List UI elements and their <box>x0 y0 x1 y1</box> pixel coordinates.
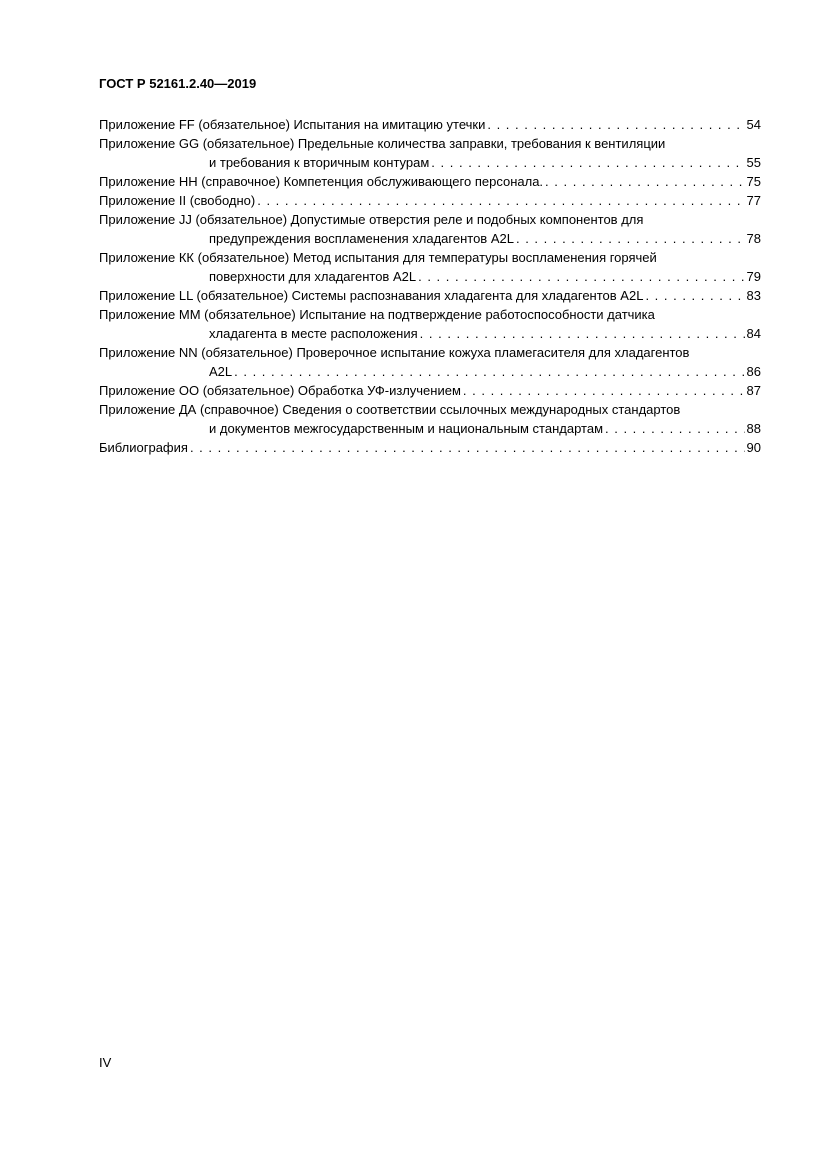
toc-entry-page: 87 <box>746 383 761 398</box>
toc-entry-page: 75 <box>746 174 761 189</box>
toc-entry-title: Приложение JJ (обязательное) Допустимые отверстия реле и подобных компонентов для <box>99 212 644 227</box>
dot-leader <box>418 267 744 286</box>
toc-entry-title: Приложение КК (обязательное) Метод испытания для температуры воспламенения горячей <box>99 250 657 265</box>
document-header: ГОСТ Р 52161.2.40—2019 <box>99 76 257 91</box>
toc-entry-title: Приложение GG (обязательное) Предельные количества заправки, требования к вентиляции <box>99 136 666 151</box>
toc-entry-page: 90 <box>746 440 761 455</box>
toc-entry[interactable] <box>99 305 761 343</box>
toc-entry-title-continued: предупреждения воспламенения хладагентов A2L <box>209 231 514 246</box>
toc-entry-title: Приложение FF (обязательное) Испытания на имитацию утечки <box>99 117 486 132</box>
dot-leader <box>545 172 744 191</box>
toc-entry-title-continued: хладагента в месте расположения <box>209 326 418 341</box>
toc-entry-title-continued: и требования к вторичным контурам <box>209 155 430 170</box>
toc-entry-title: Приложение LL (обязательное) Системы распознавания хладагента для хладагентов A2L <box>99 288 644 303</box>
toc-entry[interactable] <box>99 134 761 172</box>
toc-entry-title-continued: и документов межгосударственным и национальным стандартам <box>209 421 604 436</box>
dot-leader <box>463 381 745 400</box>
toc-entry-title: Приложение NN (обязательное) Проверочное испытание кожуха пламегасителя для хладагентов <box>99 345 690 360</box>
toc-entry-page: 55 <box>746 155 761 170</box>
toc-entry[interactable] <box>99 343 761 381</box>
toc-entry-title: Приложение НН (справочное) Компетенция обслуживающего персонала. <box>99 174 544 189</box>
toc-entry-page: 79 <box>746 269 761 284</box>
toc-entry[interactable] <box>99 115 761 134</box>
toc-entry-page: 83 <box>746 288 761 303</box>
toc-entry[interactable] <box>99 438 761 457</box>
toc-entry[interactable] <box>99 191 761 210</box>
dot-leader <box>420 324 745 343</box>
toc-entry-page: 78 <box>746 231 761 246</box>
toc-entry[interactable] <box>99 286 761 305</box>
dot-leader <box>257 191 744 210</box>
dot-leader <box>431 153 744 172</box>
toc-entry[interactable] <box>99 381 761 400</box>
table-of-contents <box>99 115 761 457</box>
toc-entry-title-continued: поверхности для хладагентов A2L <box>209 269 417 284</box>
toc-entry[interactable] <box>99 172 761 191</box>
dot-leader <box>645 286 744 305</box>
toc-entry-title: Приложение ММ (обязательное) Испытание на подтверждение работоспособности датчика <box>99 307 655 322</box>
toc-entry[interactable] <box>99 400 761 438</box>
toc-entry-title: Приложение ДА (справочное) Сведения о соответствии ссылочных международных стандартов <box>99 402 681 417</box>
toc-entry-title: Приложение ОО (обязательное) Обработка УФ-излучением <box>99 383 461 398</box>
toc-entry-page: 77 <box>746 193 761 208</box>
dot-leader <box>605 419 745 438</box>
toc-entry-title-continued: A2L <box>209 364 233 379</box>
toc-entry-title: Приложение II (свободно) <box>99 193 256 208</box>
toc-entry-page: 88 <box>746 421 761 436</box>
toc-entry-title: Библиография <box>99 440 188 455</box>
dot-leader <box>190 438 745 457</box>
dot-leader <box>234 362 744 381</box>
page-number: IV <box>99 1055 112 1070</box>
dot-leader <box>487 115 744 134</box>
toc-entry-page: 86 <box>746 364 761 379</box>
toc-entry-page: 54 <box>746 117 761 132</box>
toc-entry[interactable] <box>99 248 761 286</box>
toc-entry[interactable] <box>99 210 761 248</box>
toc-entry-page: 84 <box>746 326 761 341</box>
dot-leader <box>516 229 745 248</box>
